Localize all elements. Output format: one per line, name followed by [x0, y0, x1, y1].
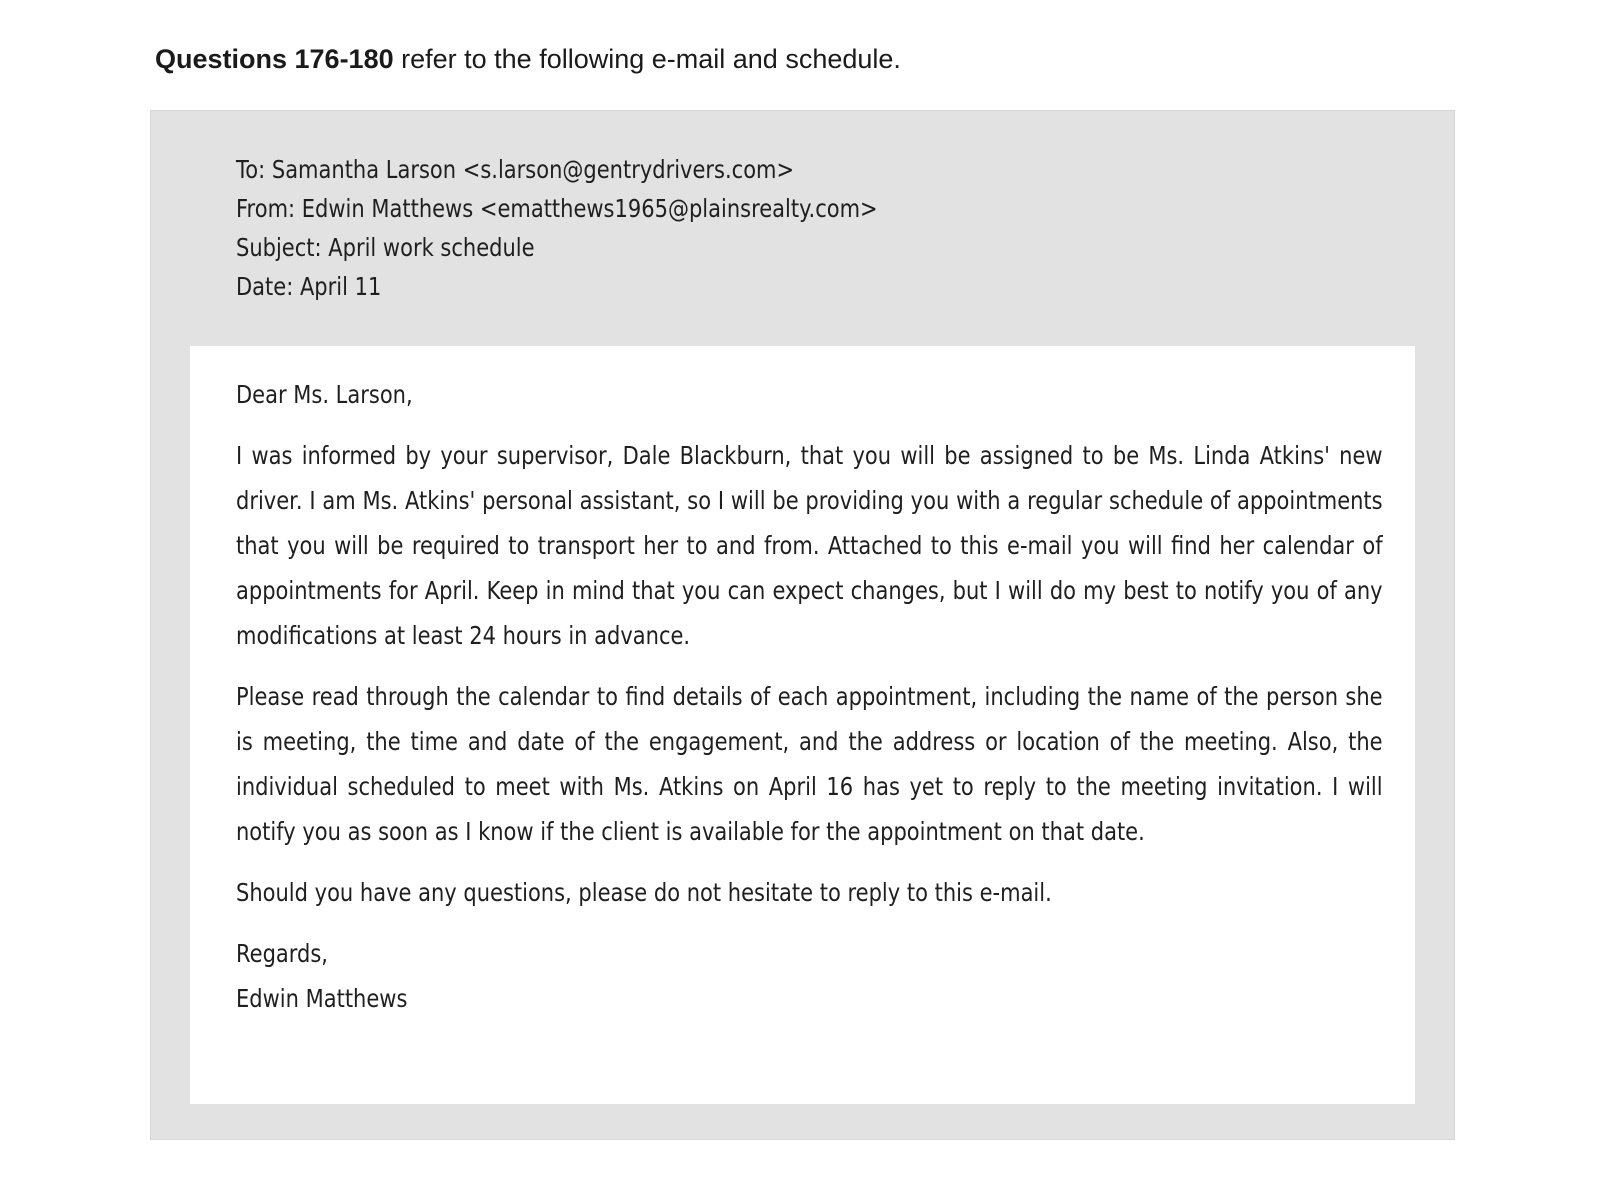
question-range: Questions 176-180 [155, 44, 394, 74]
email-header [236, 150, 878, 306]
question-intro [155, 44, 901, 75]
email-to-line: To: Samantha Larson <s.larson@gentrydrivers.com> [236, 155, 795, 184]
email-paragraph-2: Please read through the calendar to find details of each appointment, including the name of the person she is meeting, the time and date of the engagement, and the address or location of the meeting. Also, the individual scheduled to meet with Ms. Atkins on April 16 has yet to reply to the meeting invitation. I will notify you as soon as I know if the client is available for the appointment on that date. [236, 682, 1383, 846]
email-closing: Regards, [236, 939, 328, 968]
email-paragraph-3: Should you have any questions, please do not hesitate to reply to this e-mail. [236, 878, 1052, 907]
email-signature: Edwin Matthews [236, 984, 408, 1013]
email-date-line: Date: April 11 [236, 272, 382, 301]
email-salutation: Dear Ms. Larson, [236, 380, 413, 409]
email-paragraph-1: I was informed by your supervisor, Dale Blackburn, that you will be assigned to be Ms. Linda Atkins' new driver. I am Ms. Atkins' personal assistant, so I will be providing you with a regular schedule of appointments that you will be required to transport her to and from. Attached to this e-mail you will find her calendar of appointments for April. Keep in mind that you can expect changes, but I will do my best to notify you of any modifications at least 24 hours in advance. [236, 441, 1383, 650]
question-intro-text: refer to the following e-mail and schedule. [393, 44, 901, 74]
email-subject-line: Subject: April work schedule [236, 233, 535, 262]
email-body [236, 372, 1383, 1021]
email-closing-block [236, 931, 1383, 1021]
email-from-line: From: Edwin Matthews <ematthews1965@plainsrealty.com> [236, 194, 878, 223]
